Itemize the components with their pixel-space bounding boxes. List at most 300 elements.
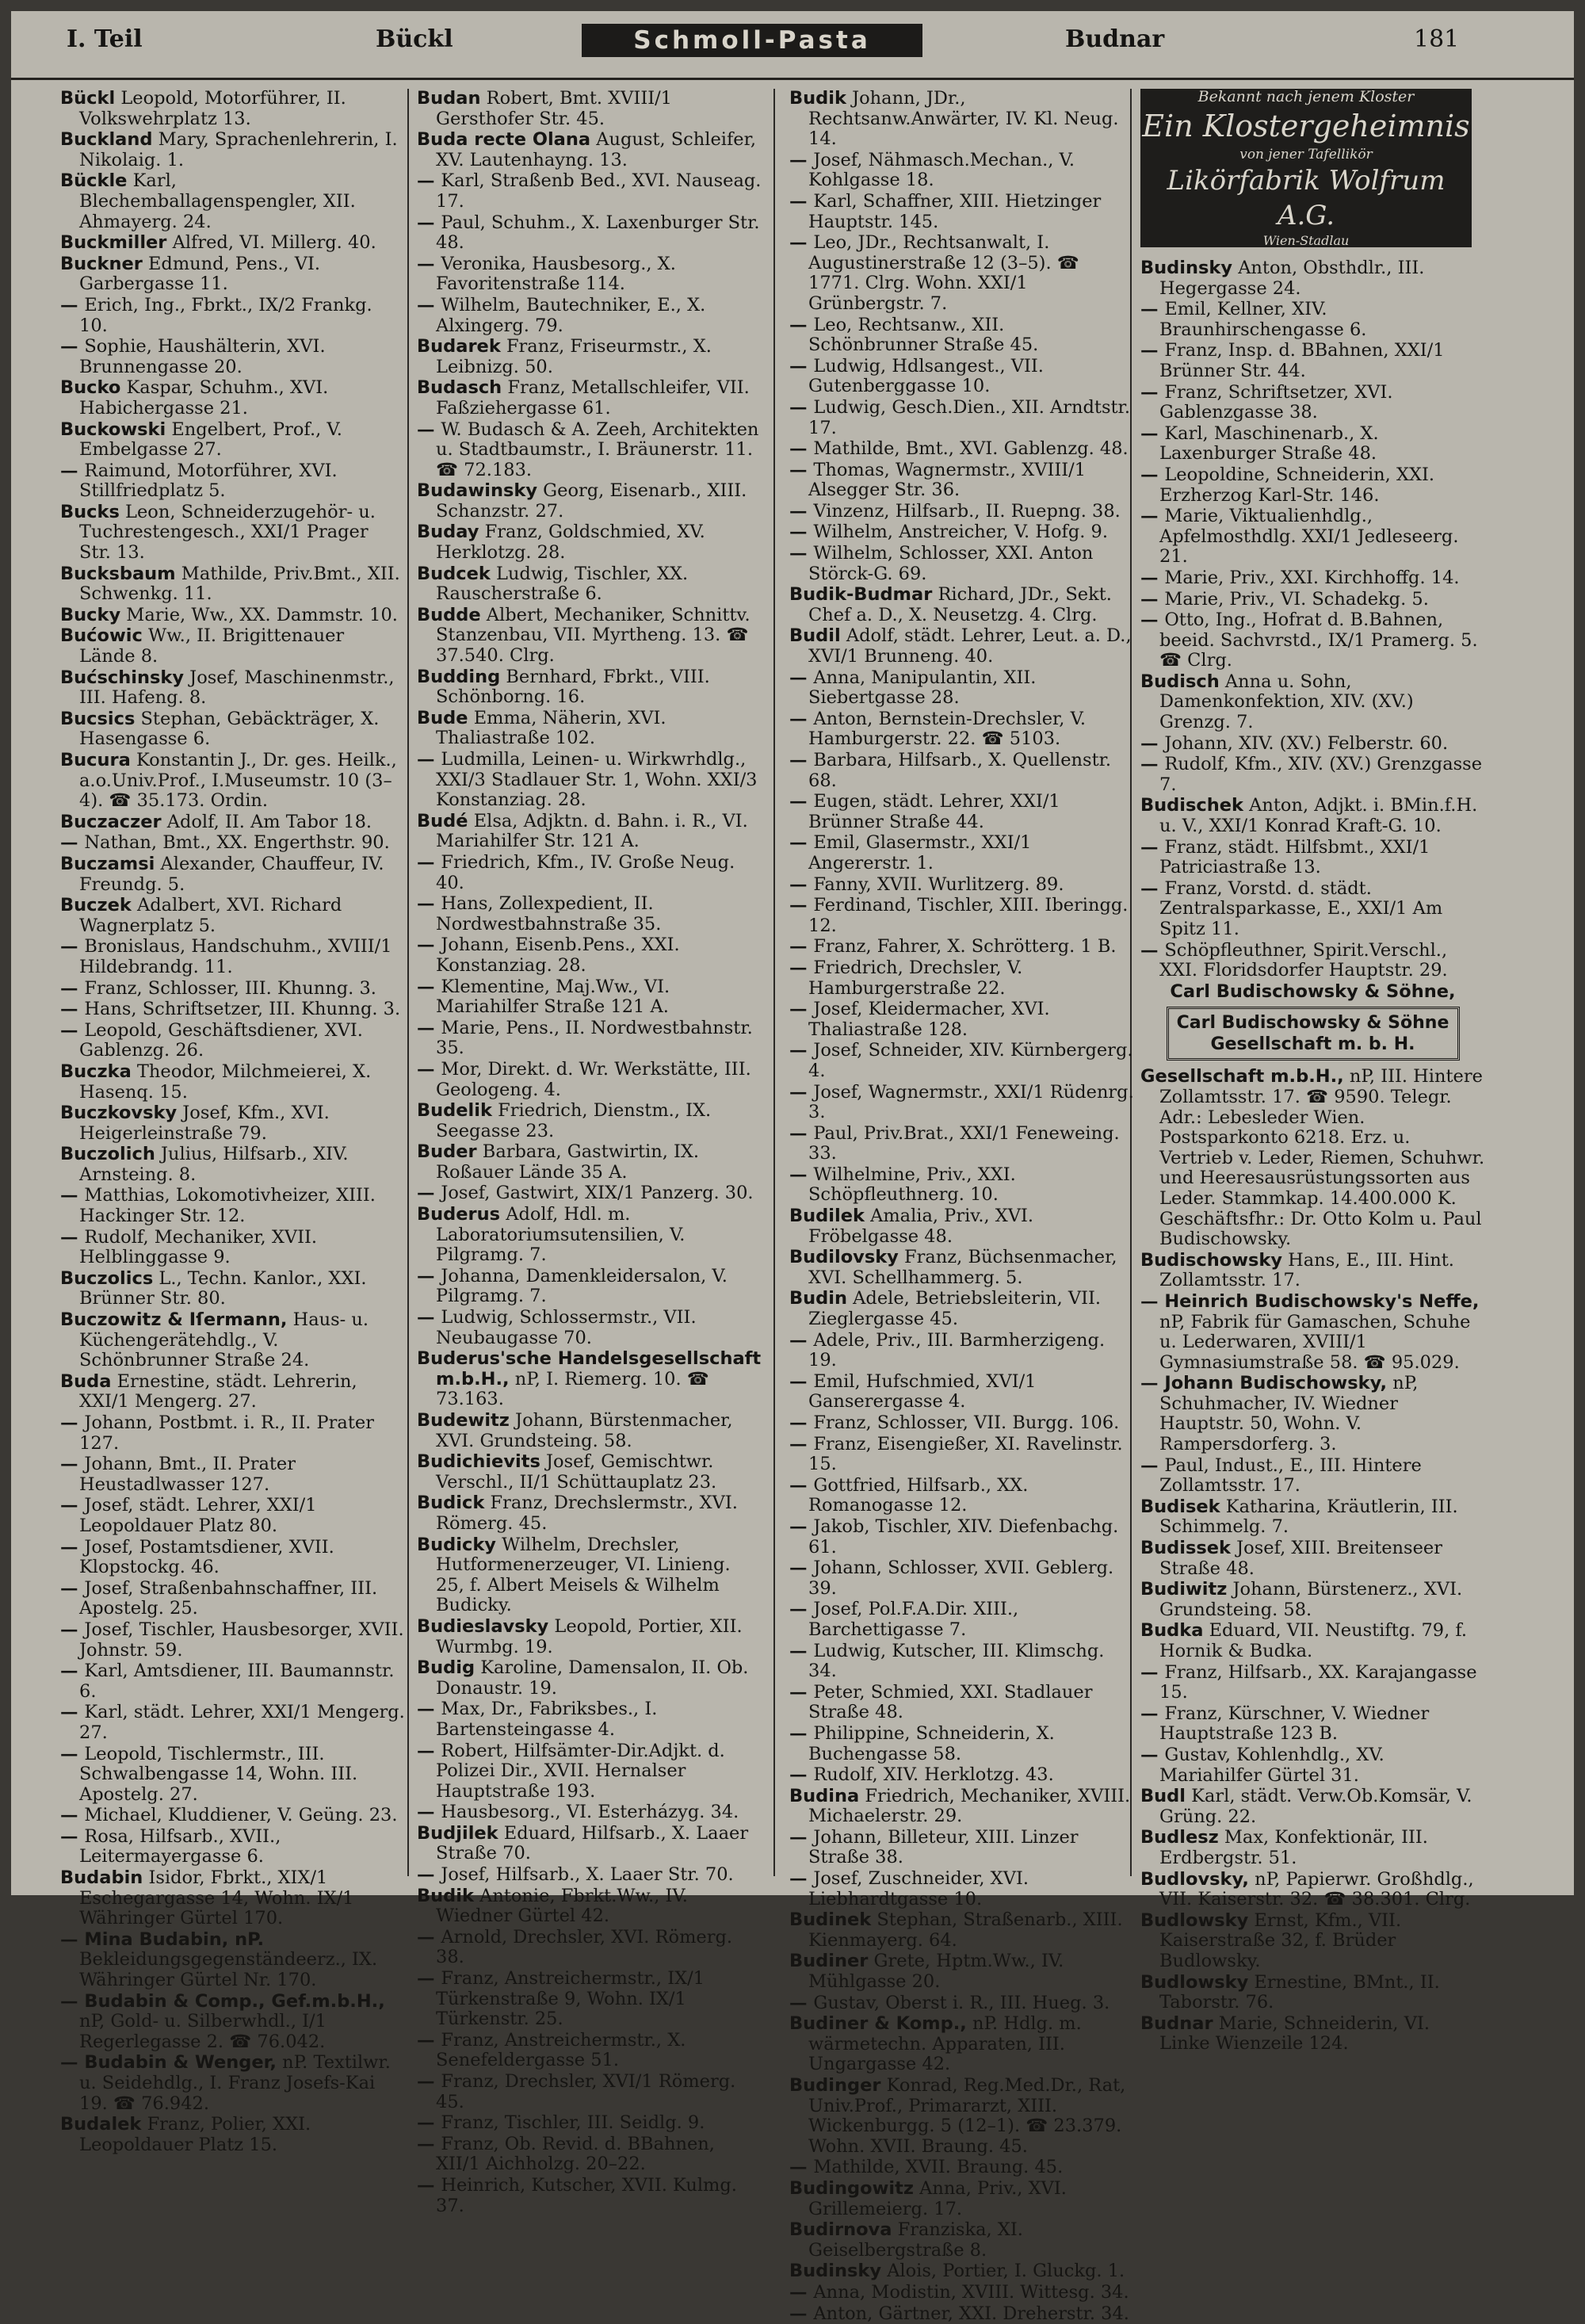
entry-surname: Bucko bbox=[60, 377, 121, 399]
entry-surname: Buczamsi bbox=[60, 853, 155, 874]
repeat-dash: — bbox=[1140, 1454, 1165, 1476]
entry-details: Jakob, Tischler, XIV. Diefenbachg. 61. bbox=[808, 1516, 1119, 1558]
entry-details: Josef, Straßenbahnschaffner, III. Apostelg. 25. bbox=[79, 1577, 378, 1619]
directory-entry bbox=[789, 1724, 1134, 1764]
entry-surname: Budawinsky bbox=[417, 480, 537, 502]
directory-entry bbox=[789, 668, 1134, 709]
entry-surname: Budabin & Wenger, bbox=[84, 2052, 277, 2074]
entry-details: Ludwig, Schlossermstr., VII. Neubaugasse 70. bbox=[436, 1307, 697, 1348]
directory-entry bbox=[1140, 465, 1485, 506]
entry-details: Stephan, Gebäckträger, X. Hasengasse 6. bbox=[79, 708, 380, 750]
entry-details: August, Schleifer, XV. Lautenhayng. 13. bbox=[436, 129, 757, 170]
directory-entry bbox=[60, 1538, 405, 1578]
entry-details: Franz, städt. Hilfsbmt., XXI/1 Patriciastraße 13. bbox=[1159, 836, 1430, 878]
directory-entry bbox=[417, 606, 762, 667]
firm-box-line: Gesellschaft m. b. H. bbox=[1210, 1034, 1415, 1055]
directory-entry bbox=[1140, 1251, 1485, 1291]
directory-entry bbox=[417, 1019, 762, 1059]
directory-entry bbox=[1140, 1292, 1485, 1373]
directory-entry bbox=[789, 937, 1134, 958]
directory-entry bbox=[417, 935, 762, 976]
entry-details: Ludwig, Hdlsangest., VII. Gutenberggasse 10. bbox=[808, 355, 1044, 397]
entry-surname: Budinger bbox=[789, 2075, 881, 2096]
directory-entry bbox=[60, 1454, 405, 1495]
entry-surname: Budde bbox=[417, 604, 481, 625]
entry-details: Nathan, Bmt., XX. Engerthstr. 90. bbox=[84, 832, 390, 854]
directory-entry bbox=[60, 854, 405, 895]
directory-entry bbox=[789, 2304, 1134, 2324]
entry-details: Vinzenz, Hilfsarb., II. Ruepng. 38. bbox=[813, 500, 1121, 522]
repeat-dash: — bbox=[60, 460, 85, 481]
entry-details: Josef, Tischler, Hausbesorger, XVII. Johnstr. 59. bbox=[79, 1619, 404, 1661]
entry-surname: Bude bbox=[417, 707, 468, 728]
entry-details: Karl, städt. Lehrer, XXI/1 Mengerg. 27. bbox=[79, 1702, 405, 1743]
entry-details: Konstantin J., Dr. ges. Heilk., a.o.Univ.Prof., I.Museumstr. 10 (3–4). ☎ 35.173. Ordin. bbox=[79, 750, 397, 812]
repeat-dash: — bbox=[60, 2052, 85, 2074]
entry-surname: Buczek bbox=[60, 895, 132, 916]
column-2 bbox=[417, 88, 762, 2216]
directory-entry bbox=[789, 1517, 1134, 1558]
entry-details: Josef, Kleidermacher, XVI. Thaliastraße 128. bbox=[808, 999, 1050, 1040]
entry-surname: Budick bbox=[417, 1493, 485, 1514]
entry-surname: Budinsky bbox=[789, 2261, 882, 2282]
repeat-dash: — bbox=[789, 1640, 814, 1661]
entry-details: Robert, Bmt. XVIII/1 Gersthofer Str. 45. bbox=[436, 88, 672, 129]
repeat-dash: — bbox=[1140, 422, 1165, 444]
repeat-dash: — bbox=[60, 1454, 85, 1475]
entry-details: Theodor, Milchmeierei, X. Hasenq. 15. bbox=[79, 1061, 372, 1103]
repeat-dash: — bbox=[789, 1516, 814, 1537]
directory-entry bbox=[789, 1000, 1134, 1040]
repeat-dash: — bbox=[789, 832, 814, 854]
entry-details: Gustav, Kohlenhdlg., XV. Mariahilfer Gürtel 31. bbox=[1159, 1744, 1384, 1786]
entry-surname: Bućowic bbox=[60, 625, 143, 647]
repeat-dash: — bbox=[60, 1743, 85, 1764]
repeat-dash: — bbox=[789, 750, 814, 770]
last-entry-name: Budnar bbox=[1065, 25, 1165, 53]
entry-details: Franz, Drechslermstr., XVI. Römerg. 45. bbox=[436, 1493, 738, 1534]
entry-details: Friedrich, Kfm., IV. Große Neug. 40. bbox=[436, 851, 735, 893]
repeat-dash: — bbox=[417, 170, 441, 192]
directory-entry bbox=[789, 192, 1134, 232]
entry-surname: Budilovsky bbox=[789, 1247, 899, 1268]
repeat-dash: — bbox=[417, 851, 441, 873]
repeat-dash: — bbox=[417, 212, 441, 233]
entry-details: Wilhelm, Schlosser, XXI. Anton Störck-G. 69. bbox=[808, 543, 1094, 584]
entry-details: W. Budasch & A. Zeeh, Architekten u. Stadtbaumstr., I. Bräunerstr. 11. ☎ 72.183. bbox=[436, 419, 759, 480]
directory-entry bbox=[60, 896, 405, 936]
repeat-dash: — bbox=[789, 396, 814, 418]
directory-entry bbox=[789, 398, 1134, 438]
directory-entry bbox=[789, 792, 1134, 832]
directory-entry bbox=[417, 1493, 762, 1534]
part-label: I. Teil bbox=[67, 25, 143, 53]
entry-details: Karl, Maschinenarb., X. Laxenburger Straße 48. bbox=[1159, 422, 1379, 464]
entry-details: Marie, Ww., XX. Dammstr. 10. bbox=[126, 604, 398, 625]
directory-entry bbox=[417, 2031, 762, 2071]
ad-company: Likörfabrik Wolfrum A.G. bbox=[1167, 165, 1446, 231]
directory-entry bbox=[789, 1787, 1134, 1827]
directory-entry bbox=[789, 751, 1134, 791]
directory-entry bbox=[789, 1435, 1134, 1475]
directory-entry bbox=[1140, 1067, 1485, 1249]
entry-surname: Budelik bbox=[417, 1100, 492, 1122]
entry-details: Sophie, Haushälterin, XVI. Brunnengasse 20. bbox=[79, 336, 326, 377]
column-1 bbox=[60, 88, 405, 2155]
entry-surname: Bückl bbox=[60, 88, 116, 109]
entry-surname: Bućschinsky bbox=[60, 667, 185, 688]
entry-details: Gustav, Oberst i. R., III. Hueg. 3. bbox=[813, 1992, 1110, 2013]
entry-surname: Buckner bbox=[60, 253, 143, 274]
repeat-dash: — bbox=[1140, 610, 1165, 631]
repeat-dash: — bbox=[417, 1183, 441, 1204]
directory-entry bbox=[1140, 1787, 1485, 1827]
entry-details: Johanna, Damenkleidersalon, V. Pilgramg. 7. bbox=[436, 1265, 728, 1307]
page-number: 181 bbox=[1414, 25, 1460, 53]
directory-entry bbox=[1140, 982, 1485, 1003]
entry-details: Karl, Schaffner, XIII. Hietzinger Hauptstr. 145. bbox=[808, 190, 1102, 232]
entry-details: Franz, Büchsenmacher, XVI. Schellhammerg. 5. bbox=[808, 1247, 1117, 1288]
directory-entry bbox=[60, 1310, 405, 1371]
directory-entry bbox=[417, 1535, 762, 1616]
directory-entry bbox=[1140, 1580, 1485, 1620]
entry-details: Josef, Wagnermstr., XXI/1 Rüdenrg. 3. bbox=[808, 1081, 1134, 1123]
directory-entry bbox=[789, 1206, 1134, 1247]
directory-entry bbox=[60, 2115, 405, 2155]
directory-entry bbox=[1140, 796, 1485, 836]
repeat-dash: — bbox=[789, 522, 814, 543]
entry-details: Marie, Schneiderin, VI. Linke Wienzeile 124. bbox=[1159, 2012, 1430, 2055]
entry-details: Franz, Schlosser, III. Khunng. 3. bbox=[84, 977, 376, 999]
entry-details: nP. Textilwr. u. Seidehdlg., I. Franz Josefs-Kai 19. ☎ 76.942. bbox=[79, 2052, 391, 2114]
directory-entry bbox=[417, 171, 762, 212]
repeat-dash: — bbox=[417, 419, 441, 440]
repeat-dash: — bbox=[789, 1868, 814, 1890]
entry-details: Bernhard, Fbrkt., VIII. Schönborng. 16. bbox=[436, 666, 710, 708]
directory-entry bbox=[60, 1228, 405, 1268]
entry-details: Karoline, Damensalon, II. Ob. Donaustr. 19. bbox=[436, 1657, 749, 1699]
entry-details: Leopold, Tischlermstr., III. Schwalbengasse 14, Wohn. III. Apostelg. 27. bbox=[79, 1743, 358, 1805]
repeat-dash: — bbox=[789, 1081, 814, 1103]
entry-details: Josef, Zuschneider, XVI. Liebhardtgasse 10. bbox=[808, 1868, 1029, 1909]
directory-entry bbox=[1140, 424, 1485, 464]
entry-surname: Budl bbox=[1140, 1786, 1186, 1807]
directory-entry bbox=[1140, 1621, 1485, 1661]
entry-details: nP, Gold- u. Silberwhdl., I/1 Regerlegasse 2. ☎ 76.042. bbox=[79, 2011, 327, 2052]
entry-details: Heinrich, Kutscher, XVII. Kulmg. 37. bbox=[436, 2174, 737, 2216]
entry-details: Grete, Hptm.Ww., IV. Mühlgasse 20. bbox=[808, 1951, 1064, 1993]
entry-details: Mor, Direkt. d. Wr. Werkstätte, III. Geologeng. 4. bbox=[436, 1058, 751, 1100]
directory-entry bbox=[417, 522, 762, 563]
repeat-dash: — bbox=[417, 1017, 441, 1038]
entry-surname: Buderus bbox=[417, 1204, 501, 1225]
directory-entry bbox=[789, 233, 1134, 314]
entry-details: Rudolf, Kfm., XIV. (XV.) Grenzgasse 7. bbox=[1159, 754, 1483, 795]
entry-details: Leopold, Geschäftsdiener, XVI. Gablenzg. 26. bbox=[79, 1019, 363, 1061]
entry-details: Ww., II. Brigittenauer Lände 8. bbox=[79, 625, 345, 667]
directory-entry bbox=[417, 2113, 762, 2134]
repeat-dash: — bbox=[789, 1826, 814, 1848]
liquor-advertisement bbox=[1140, 89, 1472, 247]
repeat-dash: — bbox=[789, 1558, 814, 1579]
directory-entry bbox=[417, 1060, 762, 1100]
entry-surname: Budisch bbox=[1140, 671, 1220, 692]
entry-surname: Budicky bbox=[417, 1534, 496, 1555]
repeat-dash: — bbox=[1140, 754, 1165, 775]
entry-details: Peter, Schmied, XXI. Stadlauer Straße 48. bbox=[808, 1681, 1093, 1723]
entry-details: Albert, Mechaniker, Schnittv. Stanzenbau, VII. Myrtheng. 13. ☎ 37.540. Clrg. bbox=[436, 604, 750, 667]
repeat-dash: — bbox=[60, 1577, 85, 1599]
repeat-dash: — bbox=[417, 1864, 441, 1886]
entry-details: Wilhelm, Bautechniker, E., X. Alxingerg. 79. bbox=[436, 294, 706, 336]
repeat-dash: — bbox=[60, 1536, 85, 1558]
entry-details: Carl Budischowsky & Söhne, bbox=[1170, 980, 1456, 1002]
entry-details: Raimund, Motorführer, XVI. Stillfriedplatz 5. bbox=[79, 460, 338, 502]
directory-entry bbox=[417, 1928, 762, 1968]
directory-entry bbox=[1140, 879, 1485, 940]
entry-details: Kaspar, Schuhm., XVI. Habichergasse 21. bbox=[79, 377, 329, 419]
repeat-dash: — bbox=[789, 1681, 814, 1703]
directory-entry bbox=[60, 1496, 405, 1536]
directory-entry bbox=[789, 461, 1134, 501]
entry-details: Anna, Priv., XVI. Grillemeierg. 17. bbox=[808, 2177, 1067, 2219]
repeat-dash: — bbox=[417, 2174, 441, 2196]
entry-details: Franziska, XI. Geiselbergstraße 8. bbox=[808, 2219, 1023, 2261]
repeat-dash: — bbox=[1140, 939, 1165, 961]
repeat-dash: — bbox=[789, 1164, 814, 1185]
entry-details: Georg, Eisenarb., XIII. Schanzstr. 27. bbox=[436, 480, 747, 522]
directory-entry bbox=[417, 1741, 762, 1802]
entry-surname: Budil bbox=[789, 625, 841, 647]
directory-entry bbox=[60, 1103, 405, 1144]
entry-details: Rudolf, Mechaniker, XVII. Helblinggasse 9. bbox=[79, 1226, 318, 1268]
repeat-dash: — bbox=[789, 1122, 814, 1144]
repeat-dash: — bbox=[417, 749, 441, 770]
repeat-dash: — bbox=[417, 253, 441, 274]
entry-surname: Buday bbox=[417, 522, 479, 543]
repeat-dash: — bbox=[60, 294, 85, 315]
entry-details: Josef, Gemischtwr. Verschl., II/1 Schüttauplatz 23. bbox=[436, 1451, 717, 1493]
entry-details: Emil, Hufschmied, XVI/1 Ganserergasse 4. bbox=[808, 1370, 1037, 1412]
directory-entry bbox=[1140, 1497, 1485, 1538]
entry-surname: Budin bbox=[789, 1288, 848, 1309]
entry-surname: Budiner bbox=[789, 1951, 869, 1972]
repeat-dash: — bbox=[417, 2071, 441, 2092]
entry-details: Hans, Schriftsetzer, III. Khunng. 3. bbox=[84, 999, 401, 1020]
entry-details: Michael, Kluddiener, V. Geüng. 23. bbox=[84, 1805, 398, 1826]
directory-entry bbox=[789, 1413, 1134, 1434]
repeat-dash: — bbox=[789, 2281, 814, 2303]
entry-details: Karl, Blechemballagenspengler, XII. Ahmayerg. 24. bbox=[79, 170, 356, 232]
directory-entry bbox=[417, 1699, 762, 1740]
column-divider bbox=[407, 89, 409, 1876]
entry-details: Leo, Rechtsanw., XII. Schönbrunner Straße 45. bbox=[808, 314, 1039, 356]
repeat-dash: — bbox=[1140, 340, 1165, 361]
directory-entry bbox=[1140, 1973, 1485, 2013]
directory-entry bbox=[60, 1703, 405, 1743]
column-3 bbox=[789, 88, 1134, 2324]
repeat-dash: — bbox=[789, 1370, 814, 1392]
directory-entry bbox=[1140, 1374, 1485, 1454]
entry-details: Johann, Bürstenerz., XVI. Grundsteing. 58. bbox=[1159, 1579, 1463, 1620]
directory-entry bbox=[789, 1600, 1134, 1640]
repeat-dash: — bbox=[417, 1802, 441, 1823]
entry-details: Anna, Modistin, XVIII. Wittesg. 34. bbox=[813, 2281, 1129, 2303]
entry-details: Josef, städt. Lehrer, XXI/1 Leopoldauer Platz 80. bbox=[79, 1495, 317, 1536]
entry-details: Marie, Pens., II. Nordwestbahnstr. 35. bbox=[436, 1017, 753, 1059]
directory-entry bbox=[789, 1124, 1134, 1164]
entry-details: Anna u. Sohn, Damenkonfektion, XIV. (XV.) Grenzg. 7. bbox=[1159, 671, 1414, 733]
repeat-dash: — bbox=[789, 314, 814, 335]
entry-details: Josef, Nähmasch.Mechan., V. Kohlgasse 18. bbox=[808, 149, 1075, 191]
entry-details: Paul, Schuhm., X. Laxenburger Str. 48. bbox=[436, 212, 760, 254]
entry-details: Franz, Tischler, III. Seidlg. 9. bbox=[441, 2112, 705, 2134]
directory-entry bbox=[789, 1248, 1134, 1288]
entry-details: Haus- u. Küchengerätehdlg., V. Schönbrunner Straße 24. bbox=[79, 1309, 369, 1371]
entry-surname: Bucura bbox=[60, 750, 131, 770]
repeat-dash: — bbox=[789, 1433, 814, 1454]
directory-entry bbox=[789, 2014, 1134, 2075]
directory-entry bbox=[1140, 755, 1485, 795]
entry-surname: Budig bbox=[417, 1657, 476, 1679]
entry-surname: Buckowski bbox=[60, 419, 166, 440]
entry-surname: Buderus'sche Handelsgesellschaft m.b.H., bbox=[417, 1348, 762, 1389]
entry-details: Wilhelmine, Priv., XXI. Schöpfleuthnerg. 10. bbox=[808, 1164, 1016, 1206]
directory-entry bbox=[417, 2072, 762, 2112]
firm-name-box bbox=[1167, 1007, 1460, 1061]
directory-entry bbox=[1140, 610, 1485, 671]
entry-details: Johann, JDr., Rechtsanw.Anwärter, IV. Kl. Neug. 14. bbox=[808, 88, 1119, 150]
directory-entry bbox=[60, 812, 405, 833]
entry-details: Mathilde, Priv.Bmt., XII. Schwenkg. 11. bbox=[79, 563, 400, 605]
entry-surname: Budlowsky bbox=[1140, 1909, 1249, 1931]
repeat-dash: — bbox=[417, 2112, 441, 2134]
entry-surname: Budka bbox=[1140, 1620, 1204, 1642]
entry-details: Erich, Ing., Fbrkt., IX/2 Frankg. 10. bbox=[79, 294, 372, 336]
entry-details: Ludwig, Tischler, XX. Rauscherstraße 6. bbox=[436, 563, 689, 605]
directory-entry bbox=[1140, 506, 1485, 568]
directory-entry bbox=[417, 1617, 762, 1657]
entry-details: Emil, Glasermstr., XXI/1 Angererstr. 1. bbox=[808, 832, 1032, 873]
directory-entry bbox=[60, 1868, 405, 1929]
entry-details: Ludmilla, Leinen- u. Wirkwrhdlg., XXI/3 Stadlauer Str. 1, Wohn. XXI/3 Konstanziag. 28. bbox=[436, 749, 758, 811]
directory-entry bbox=[60, 833, 405, 854]
entry-surname: Budnar bbox=[1140, 2012, 1213, 2034]
repeat-dash: — bbox=[789, 2303, 814, 2324]
repeat-dash: — bbox=[60, 999, 85, 1020]
directory-entry bbox=[417, 89, 762, 129]
entry-details: Friedrich, Mechaniker, XVIII. Michaelerstr. 29. bbox=[808, 1785, 1131, 1827]
entry-details: Franz, Kürschner, V. Wiedner Hauptstraße 123 B. bbox=[1159, 1703, 1430, 1745]
repeat-dash: — bbox=[789, 543, 814, 564]
entry-details: Ferdinand, Tischler, XIII. Iberingg. 12. bbox=[808, 895, 1129, 936]
entry-surname: Bucsics bbox=[60, 708, 136, 729]
directory-entry bbox=[60, 503, 405, 564]
repeat-dash: — bbox=[1140, 1290, 1165, 1312]
directory-entry bbox=[60, 254, 405, 295]
entry-details: Schöpfleuthner, Spirit.Verschl., XXI. Floridsdorfer Hauptstr. 29. bbox=[1159, 939, 1448, 981]
repeat-dash: — bbox=[789, 999, 814, 1020]
repeat-dash: — bbox=[789, 1992, 814, 2013]
directory-entry bbox=[789, 1165, 1134, 1206]
directory-entry bbox=[417, 1411, 762, 1451]
directory-entry bbox=[60, 1269, 405, 1309]
repeat-dash: — bbox=[789, 873, 814, 895]
entry-surname: Budik-Budmar bbox=[789, 584, 933, 606]
entry-details: Franz, Anstreichermstr., IX/1 Türkenstraße 9, Wohn. IX/1 Türkenstr. 25. bbox=[436, 1968, 705, 2030]
directory-entry bbox=[789, 2076, 1134, 2157]
directory-entry bbox=[789, 1951, 1134, 1992]
repeat-dash: — bbox=[417, 2133, 441, 2154]
directory-entry bbox=[789, 1993, 1134, 2014]
directory-entry bbox=[789, 2220, 1134, 2261]
entry-surname: Mina Budabin, nP. bbox=[84, 1928, 265, 1950]
repeat-dash: — bbox=[60, 1412, 85, 1433]
entry-surname: Buder bbox=[417, 1141, 477, 1163]
entry-details: Antonie, Fbrkt.Ww., IV. Wiedner Gürtel 42. bbox=[436, 1885, 688, 1927]
directory-entry bbox=[789, 151, 1134, 191]
entry-details: Klementine, Maj.Ww., VI. Mariahilfer Straße 121 A. bbox=[436, 976, 670, 1018]
entry-details: Franz, Goldschmied, XV. Herklotzg. 28. bbox=[436, 522, 705, 564]
repeat-dash: — bbox=[789, 936, 814, 958]
ad-location: Wien-Stadlau bbox=[1262, 233, 1350, 248]
repeat-dash: — bbox=[417, 1058, 441, 1080]
directory-entry bbox=[789, 1683, 1134, 1723]
directory-entry bbox=[60, 420, 405, 461]
entry-details: Wilhelm, Drechsler, Hutformenerzeuger, VI. Linieng. 25, f. Albert Meisels & Wilhelm Budicky. bbox=[436, 1534, 731, 1616]
repeat-dash: — bbox=[417, 1699, 441, 1720]
entry-details: Leopoldine, Schneiderin, XXI. Erzherzog Karl-Str. 146. bbox=[1159, 464, 1435, 506]
repeat-dash: — bbox=[1140, 299, 1165, 320]
entry-details: Mathilde, Bmt., XVI. Gablenzg. 48. bbox=[813, 438, 1129, 460]
entry-details: Franz, Drechsler, XVI/1 Römerg. 45. bbox=[436, 2071, 736, 2112]
directory-entry bbox=[417, 1865, 762, 1886]
directory-entry bbox=[60, 89, 405, 129]
entry-details: Matthias, Lokomotivheizer, XIII. Hackinger Str. 12. bbox=[79, 1185, 376, 1227]
directory-entry bbox=[417, 709, 762, 749]
repeat-dash: — bbox=[1140, 381, 1165, 403]
entry-details: Marie, Priv., VI. Schadekg. 5. bbox=[1164, 588, 1429, 610]
repeat-dash: — bbox=[789, 957, 814, 978]
entry-details: Anton, Obsthdlr., III. Hegergasse 24. bbox=[1159, 258, 1425, 299]
entry-surname: Bucky bbox=[60, 604, 121, 625]
repeat-dash: — bbox=[789, 232, 814, 254]
directory-entry bbox=[789, 2158, 1134, 2178]
directory-entry bbox=[789, 1041, 1134, 1081]
repeat-dash: — bbox=[1140, 1744, 1165, 1765]
directory-entry bbox=[789, 89, 1134, 150]
header-advertisement: Schmoll-Pasta bbox=[582, 24, 922, 57]
entry-surname: Buckland bbox=[60, 129, 153, 151]
directory-entry bbox=[60, 378, 405, 419]
repeat-dash: — bbox=[60, 1226, 85, 1248]
directory-entry bbox=[417, 213, 762, 254]
directory-entry bbox=[417, 337, 762, 377]
repeat-dash: — bbox=[789, 355, 814, 377]
directory-entry bbox=[60, 751, 405, 812]
repeat-dash: — bbox=[60, 1990, 85, 2012]
entry-details: Ernestine, BMnt., II. Taborstr. 76. bbox=[1159, 1971, 1440, 2013]
entry-surname: Budichievits bbox=[417, 1451, 540, 1473]
directory-entry bbox=[789, 357, 1134, 397]
repeat-dash: — bbox=[789, 190, 814, 212]
entry-surname: Buczaczer bbox=[60, 811, 162, 832]
entry-details: Adele, Betriebsleiterin, VII. Zieglergasse 45. bbox=[808, 1288, 1102, 1330]
entry-details: Barbara, Gastwirtin, IX. Roßauer Lände 35 A. bbox=[436, 1141, 700, 1183]
directory-entry bbox=[60, 171, 405, 232]
entry-surname: Budcek bbox=[417, 563, 491, 584]
repeat-dash: — bbox=[60, 1019, 85, 1041]
